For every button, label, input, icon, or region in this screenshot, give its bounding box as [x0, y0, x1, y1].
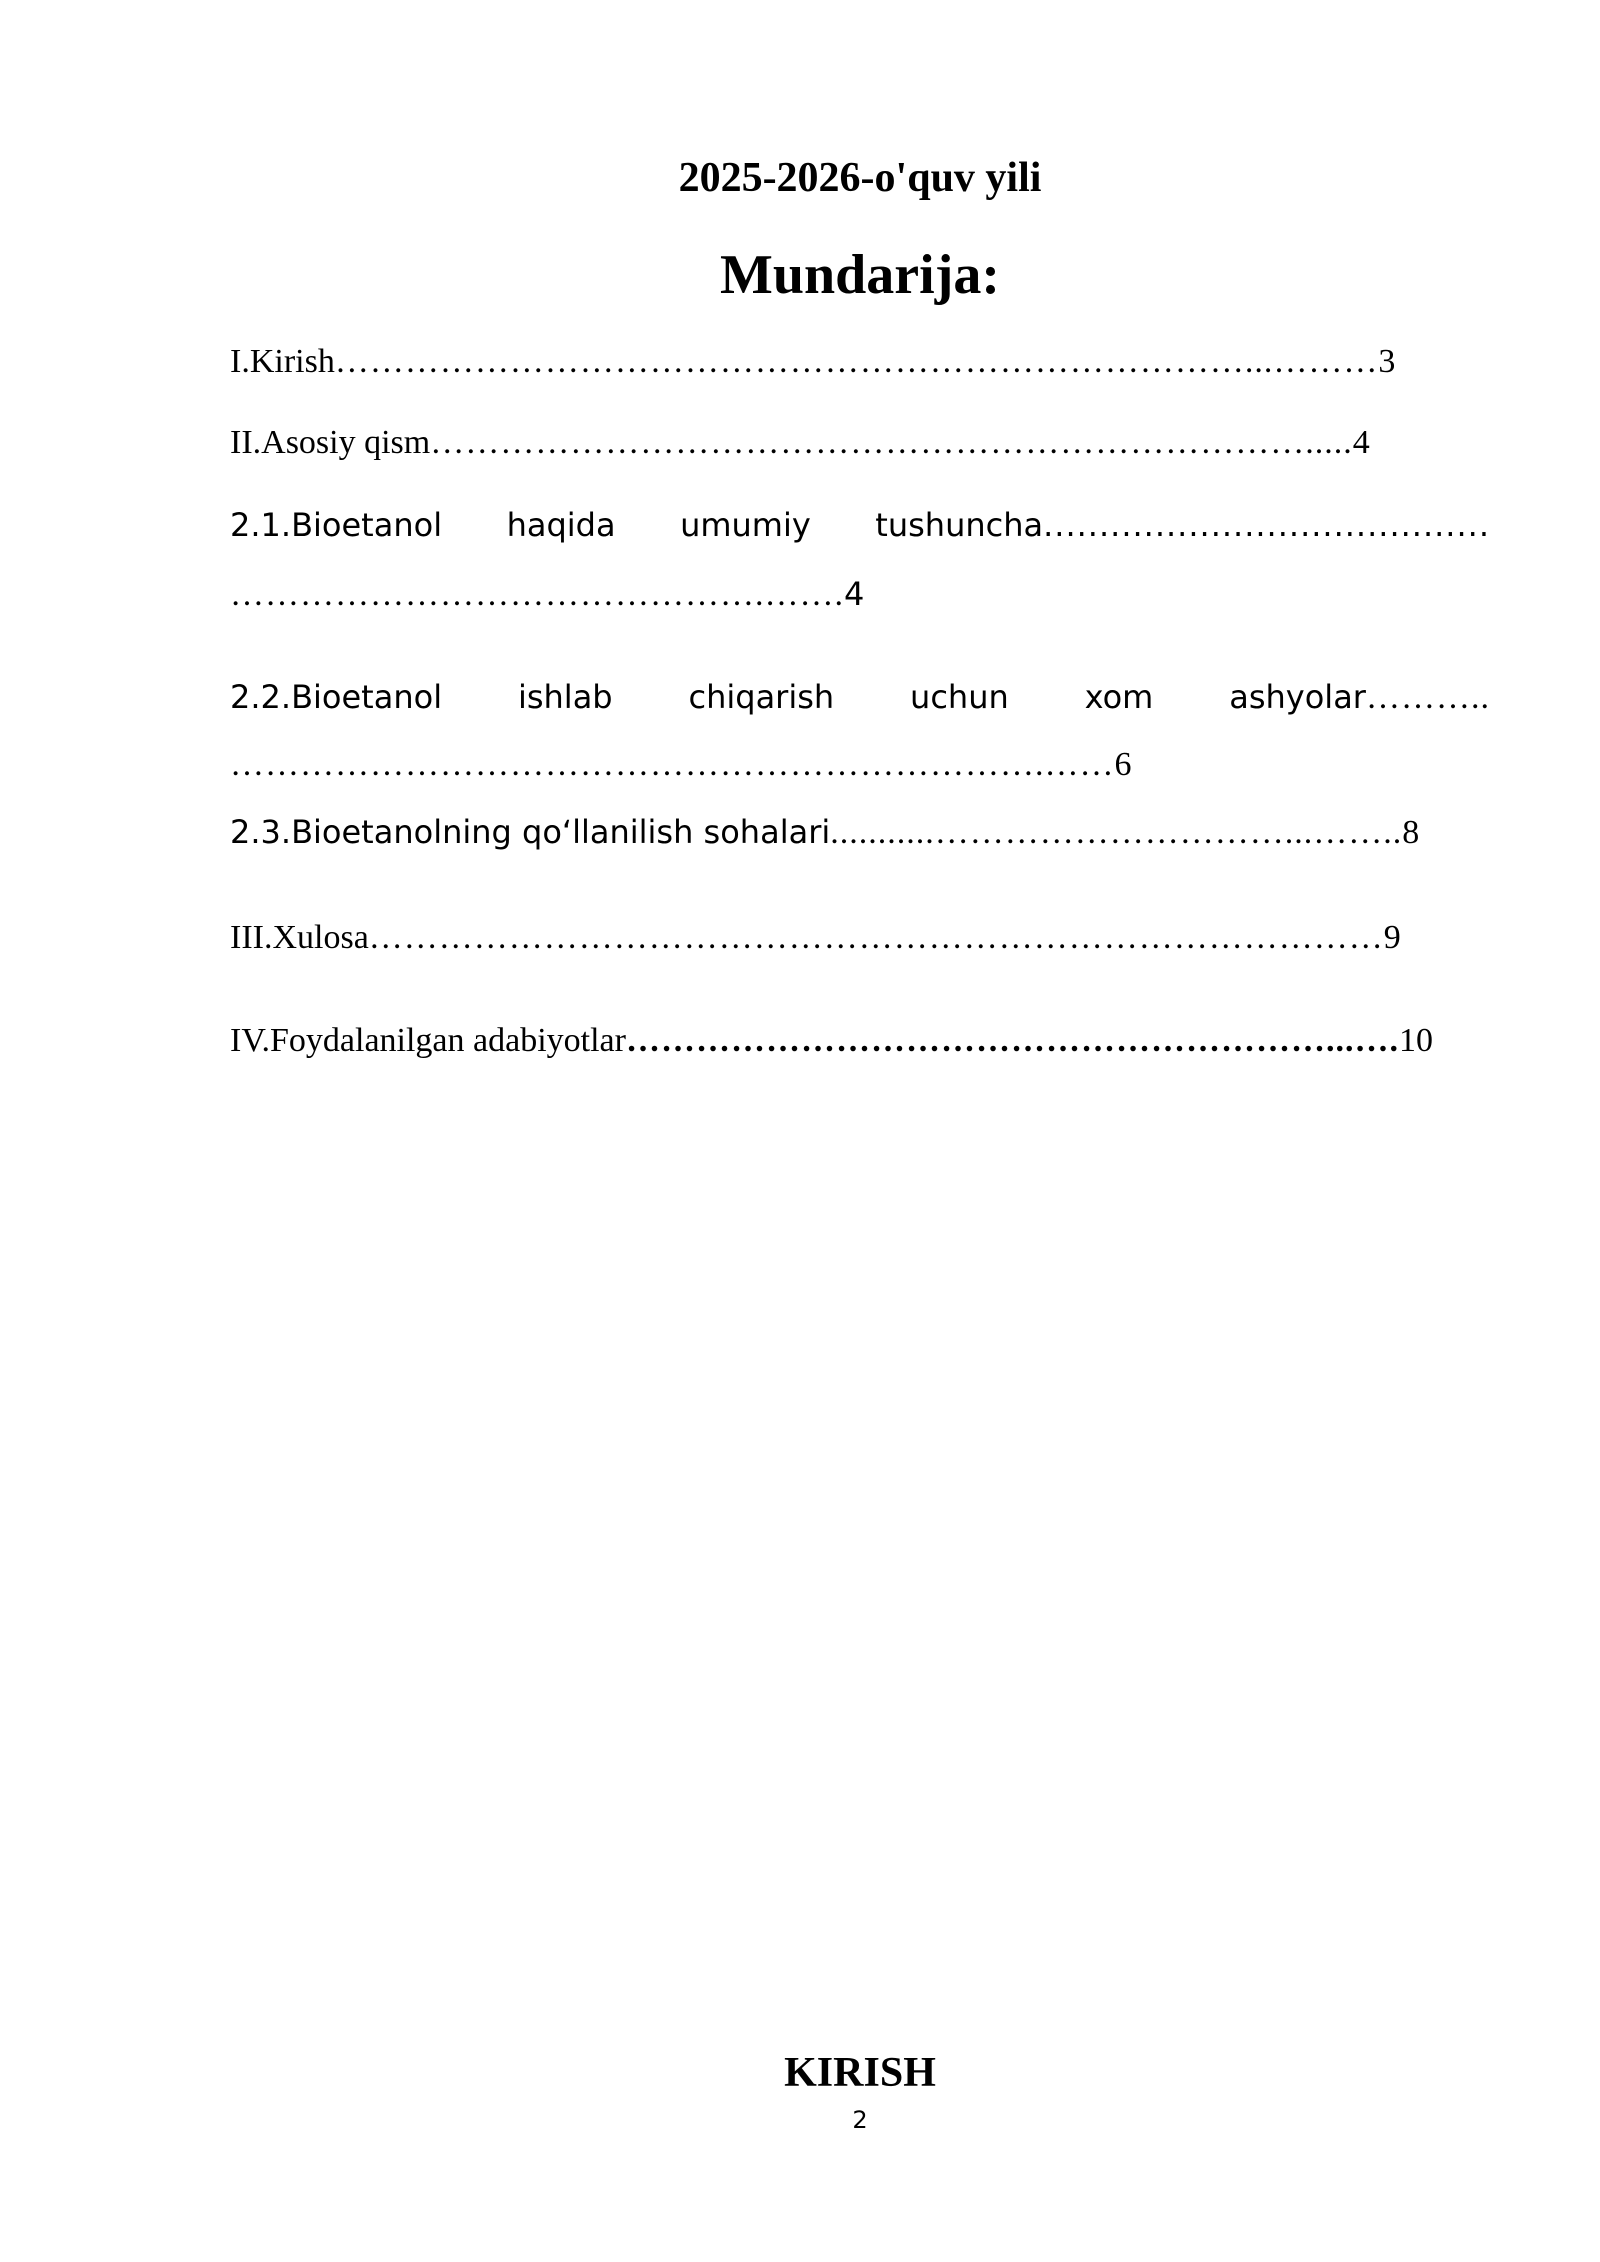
toc-word: 2.2.Bioetanol: [230, 678, 443, 716]
toc-dots: ………………………………………………………………….....: [430, 424, 1353, 461]
toc-title: Mundarija:: [720, 244, 1000, 306]
toc-page: 4: [844, 575, 865, 613]
toc-entry-adabiyotlar[interactable]: [230, 1019, 1433, 1063]
toc-label: II.Asosiy qism: [230, 424, 431, 461]
toc-entry-2-2[interactable]: [230, 675, 1490, 720]
toc-dots: ...........…………………………...……..: [830, 814, 1403, 851]
page-number: 2: [852, 2106, 868, 2134]
toc-page: 6: [1114, 746, 1132, 783]
toc-entry-2-1-continuation: [230, 572, 864, 617]
toc-dots: ……………………………………….…….: [230, 576, 844, 613]
toc-entry-asosiy-qism[interactable]: [230, 421, 1370, 465]
toc-page: 3: [1378, 343, 1396, 380]
toc-entry-2-1[interactable]: [230, 503, 1490, 547]
toc-label: 2.3.Bioetanolning qo‘llanilish sohalari: [230, 813, 831, 851]
toc-page: 8: [1402, 814, 1420, 851]
toc-entry-2-3[interactable]: [230, 810, 1419, 855]
toc-word: chiqarish: [688, 678, 835, 716]
toc-word: 2.1.Bioetanol: [230, 506, 443, 544]
toc-word: uchun: [910, 678, 1009, 716]
toc-page: 4: [1352, 424, 1370, 461]
toc-word: xom: [1084, 678, 1154, 716]
toc-label: III.Xulosa: [230, 919, 369, 956]
toc-dots: ……………………………………………………………………...………: [334, 343, 1379, 380]
toc-dots: …………………………………………………………….……: [230, 746, 1115, 783]
toc-label: I.Kirish: [230, 343, 335, 380]
toc-word: umumiy: [680, 506, 811, 544]
academic-year: 2025-2026-o'quv yili: [678, 155, 1042, 201]
toc-dots: ……………………………………………………...….: [625, 1022, 1399, 1059]
toc-label: IV.Foydalanilgan adabiyotlar: [230, 1022, 626, 1059]
section-heading-kirish: KIRISH: [784, 2050, 936, 2096]
toc-dots: ………..: [1365, 679, 1490, 716]
toc-entry-xulosa[interactable]: [230, 916, 1401, 960]
toc-word: ishlab: [517, 678, 613, 716]
toc-page: 9: [1383, 919, 1401, 956]
toc-word: haqida: [506, 506, 616, 544]
toc-word: ashyolar: [1229, 678, 1366, 716]
toc-dots: ........................................: [1043, 506, 1490, 544]
toc-entry-2-2-continuation: [230, 743, 1132, 787]
toc-entry-kirish[interactable]: [230, 340, 1395, 384]
toc-page: 10: [1398, 1022, 1433, 1059]
toc-dots: ……………………………………………………………………………: [368, 919, 1384, 956]
toc-word: tushuncha: [875, 506, 1044, 544]
